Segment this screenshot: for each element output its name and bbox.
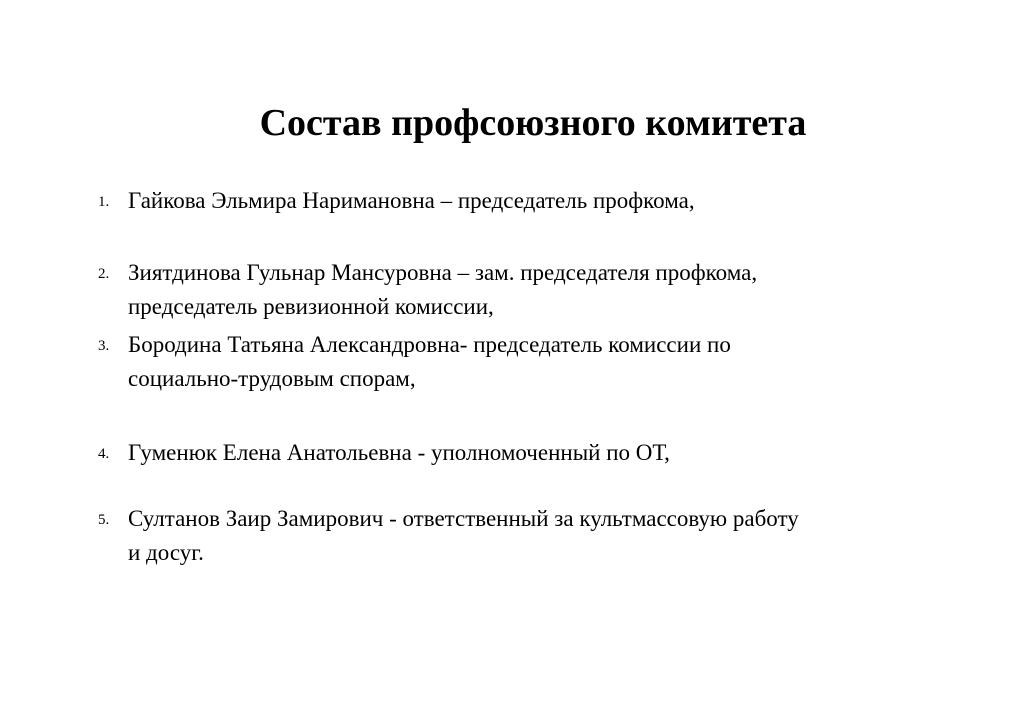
list-item-line: Зиятдинова Гульнар Мансуровна – зам. председателя профкома, [128, 260, 758, 285]
list-item-line: Бородина Татьяна Александровна- председатель комиссии по [128, 332, 731, 357]
list-item-line: и досуг. [128, 540, 204, 565]
list-item-number: 5. [98, 512, 110, 528]
list-item-number: 1. [98, 194, 110, 210]
list-item-line: Гуменюк Елена Анатольевна - уполномоченный по ОТ, [128, 440, 670, 465]
list-item-text [128, 184, 968, 218]
page-title: Состав профсоюзного комитета [259, 102, 807, 144]
list-item-line: председатель ревизионной комиссии, [128, 294, 494, 319]
list-item-number: 3. [98, 338, 110, 354]
list-item-text [128, 436, 968, 470]
list-item-text [128, 328, 968, 396]
list-item-line: социально-трудовым спорам, [128, 366, 416, 391]
list-item-line: Султанов Заир Замирович - ответственный за культмассовую работу [128, 506, 799, 531]
list-item-text [128, 256, 968, 324]
list-item-number: 2. [98, 266, 110, 282]
list-item-number: 4. [98, 446, 110, 462]
list-item-text [128, 502, 968, 570]
list-item-line: Гайкова Эльмира Наримановна – председатель профкома, [128, 188, 695, 213]
